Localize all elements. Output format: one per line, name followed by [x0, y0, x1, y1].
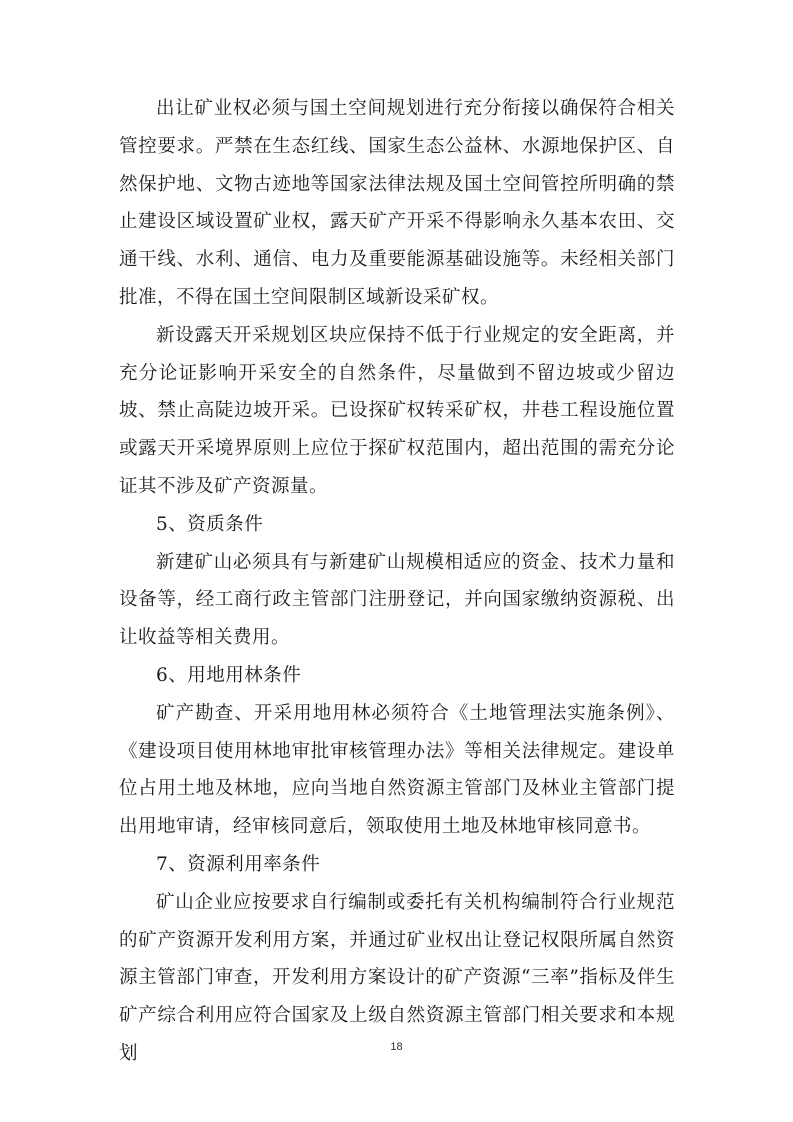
section-heading-land-forest-use: 6、用地用林条件 [156, 664, 302, 686]
paragraph-resource-utilization: 矿山企业应按要求自行编制或委托有关机构编制符合行业规范的矿产资源开发利用方案，并通过矿业权出让登记权限所属自然资源主管部门审查，开发利用方案设计的矿产资源“三率”指标及伴生矿产综合利用应符合国家及上级自然资源主管部门相关要求和本规划 [119, 891, 675, 1064]
paragraph-land-forest-use: 矿产勘查、开采用地用林必须符合《土地管理法实施条例》、《建设项目使用林地审批审核管理办法》等相关法律规定。建设单位占用土地及林地，应向当地自然资源主管部门及林业主管部门提出用地审请，经审核同意后，领取使用土地及林地审核同意书。 [119, 702, 675, 838]
page-number: 18 [390, 1041, 403, 1053]
section-heading-qualification: 5、资质条件 [156, 513, 264, 535]
section-heading-resource-utilization: 7、资源利用率条件 [156, 853, 321, 875]
paragraph-qualification: 新建矿山必须具有与新建矿山规模相适应的资金、技术力量和设备等，经工商行政主管部门注册登记，并向国家缴纳资源税、出让收益等相关费用。 [119, 551, 675, 649]
paragraph-mining-rights-planning: 出让矿业权必须与国土空间规划进行充分衔接以确保符合相关管控要求。严禁在生态红线、国家生态公益林、水源地保护区、自然保护地、文物古迹地等国家法律法规及国土空间管控所明确的禁止建设区域设置矿业权，露天矿产开采不得影响永久基本农田、交通干线、水利、通信、电力及重要能源基础设施等。未经相关部门批准，不得在国土空间限制区域新设采矿权。 [119, 98, 675, 308]
body-text [119, 90, 675, 1073]
paragraph-open-pit-safety: 新设露天开采规划区块应保持不低于行业规定的安全距离，并充分论证影响开采安全的自然条件，尽量做到不留边坡或少留边坡、禁止高陡边坡开采。已设探矿权转采矿权，井巷工程设施位置或露天开采境界原则上应位于探矿权范围内，超出范围的需充分论证其不涉及矿产资源量。 [119, 324, 675, 497]
